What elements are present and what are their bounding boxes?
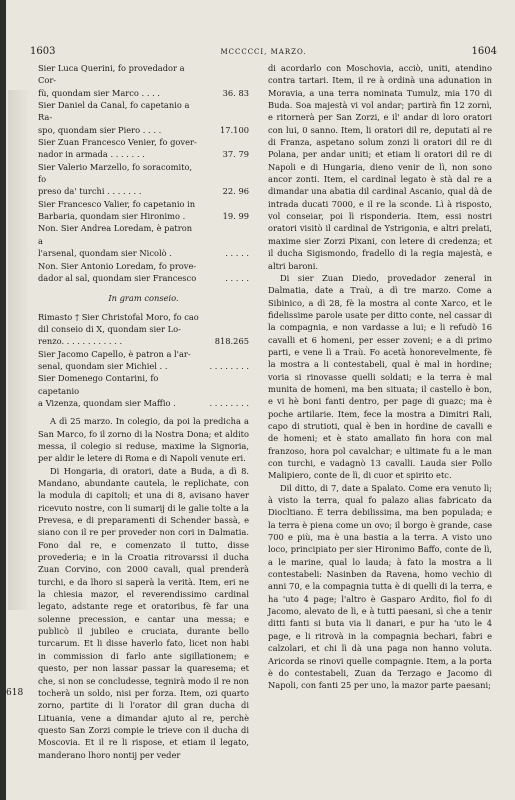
conseio-entry: Rimasto † Sier Christofal Moro, fo cao dil conseio di X, quondam sier Lo- renzo. . . . . . . . . . . . 818.265 [38, 311, 249, 347]
vote-count: 22. 96 [222, 186, 249, 197]
paragraph: Dil ditto, di 7, date a Spalato. Come era venuto lì; à visto la terra, qual fo palazo alias fabricato da Diocltiano. È terra debilissima, ma ben populada; e la terra è piena come un ovo; il borgo è grande, case 700 e più, ma è una bastia a la terra. A visto uno loco, principiato per sier Hironimo Baffo, conte de lì, a le marine, qual lo lauda; à fato la mostra a li contestabeli: Nasinben da Ravena, homo vechio di anni 70, e la compagnia tutta è di quelli di la terra, e ha 'uto 4 page; l'altro è Gasparo Ardito, fiol fo di Jacomo, alevato de lì, e à tutti paesani, sì che a tenir ditti fanti si buta via li danari, e pur ha 'uto le 4 page, e li ritrovà in la compagnia bechari, fabri e calzolari, et chi lì dà una paga non hanno voluta. Aricorda se rinovi quelle compagnie. Item, a la porta è do contestabeli, Zuan da Terzago e Jacomo di Napoli, con fanti 25 per uno, la mazor parte paesani; [268, 482, 492, 691]
conseio-entry: Sier Domenego Contarini, fo capetanio a Vizenza, quondam sier Maffio . . . . . . . . . [38, 373, 249, 408]
conseio-list [38, 311, 249, 410]
officer-entry: Non. Sier Andrea Loredam, è patron a l'arsenal, quondam sier Nicolò . . . . . . [38, 223, 249, 259]
officer-list [38, 62, 249, 284]
paragraph: Di Hongaria, di oratori, date a Buda, a dì 8. Mandano, abundante cautela, le replichate, con la modula di capitoli; et una di 8, avisano haver ricevuto nostre, con li sumarij di le galie tolte a la Prevesa, e di preparamenti di Schender bassà, e siano con il re per proveder non cori in Dalmatia. Fono dal re, e comenzato il tutto, disse provederia; e in la Croatia ritrovarssi il ducha Zuan Corvino, con 2000 cavali, qual prenderà turchi, e da lhoro si saperà la verità. Item, eri ne la chiesia mazor, el reverendissimo cardinal legato, adstante rege et oratoribus, fè far una solenne precession, e cantar una messa; e publicò il jubileo e cruciata, durante bello turcarum. Et li disse haverlo fato, licet non habi in commission di farlo ante sigillationem; e questo, per non lassar passar la quaresema; et che, si non se concludesse, tegnirà modo il re non tocherà un soldo, nisi per forza. Item, ozi quarto zorno, partite di li l'orator dil gran ducha di Lituania, vene a dimandar ajuto al re, perchè questo San Zorzi compie le trieve con il ducha di Moscovia. Et il re li rispose, et etiam il legato, manderano lhoro nontij per veder [38, 465, 249, 760]
vote-count: 37. 79 [222, 149, 249, 160]
vote-count: 19. 99 [222, 211, 249, 222]
officer-entry: Sier Zuan Francesco Venier, fo gover- nador in armada . . . . . . . 37. 79 [38, 137, 249, 160]
left-column [38, 62, 249, 761]
officer-entry: Sier Francesco Valier, fo capetanio in Barbaria, quondam sier Hironimo . 19. 99 [38, 198, 249, 222]
vote-count: . . . . . [225, 272, 249, 283]
officer-entry: Sier Valerio Marzello, fo soracomito, fo preso da' turchi . . . . . . . 22. 96 [38, 161, 249, 197]
paragraph: A dì 25 marzo. In colegio, da poi la predicha a San Marco, fo il zorno di la Nostra Dona; et aldito messa, il colegio si reduse, maxime la Signoria, per aldir le letere di Roma e di Napoli venute eri. [38, 416, 249, 464]
vote-count: 818.265 [214, 336, 249, 347]
gutter-stain [8, 90, 30, 610]
right-column [268, 62, 492, 692]
vote-count: 17.100 [219, 124, 249, 135]
left-page-number: 1603 [30, 46, 56, 57]
officer-entry: Sier Daniel da Canal, fo capetanio a Ra- spo, quondam sier Piero . . . . 17.100 [38, 100, 249, 135]
margin-line-number: 618 [6, 688, 24, 698]
vote-count: . . . . . . . . [209, 360, 249, 371]
officer-entry: Non. Sier Antonio Loredam, fo prove- dador al sal, quondam sier Francesco . . . . . [38, 260, 249, 283]
page-edge-shadow [0, 0, 6, 800]
officer-entry: Sier Luca Querini, fo provedador a Cor- fù, quondam sier Marco . . . . 36. 83 [38, 63, 249, 98]
running-header [30, 46, 497, 60]
paragraph: Di sier Zuan Diedo, provedador zeneral in Dalmatia, date a Traù, a dì tre marzo. Come a Sibinico, a dì 28, fè la mostra al conte Xarco, et le fidelissime parole usate per ditto conte, nel cassar di la compagnia, e non vardasse a lui; e li refudò 16 cavalli et 6 homeni, per esser zoveni; e a di primo parti, e vene lì a Traù. Fo acetà honorevelmente, fè la mostra a li contestabeli, qual è mal in hordine; voria si rinovasse quelli soldati; e la terra è mal munita de homeni, ma ben situata; il castello è bon, e vi hè boni fanti dentro, per page di guazc; ma è poche artilarie. Item, fece la mostra a Dimitri Rali, capo di strutioti, qual è ben in hordine de cavalli e de homeni; et è stato amallato fin hora con mal franzoso, hora pol cavalchar; e ultimate fu a le man con turchi, e vadagnò 13 cavalli. Lauda sier Pollo Malipiero, conte de lì, di cuor et spirito etc. [268, 272, 492, 481]
vote-count: . . . . . [225, 248, 249, 259]
conseio-entry: Sier Jacomo Capello, è patron a l'ar- senal, quondam sier Michiel . . . . . . . . . . [38, 348, 249, 371]
section-title: In gram conseio. [108, 293, 179, 304]
vote-count: . . . . . . . . [209, 397, 249, 408]
running-title: MCCCCCI, MARZO. [220, 48, 307, 56]
paragraph: di acordarlo con Moschovia, acciò, uniti, atendino contra tartari. Item, il re à ordinà una adunation in Moravia, a una terra nominata Tumulz, mia 170 di Buda. Soa majestà vi vol andar; partirà fin 12 zornì, e ritornerà per San Zorzi, e il' andar di loro oratori con lui, 0 sanno. Item, li oratori dil re, deputati al re di Franza, aspetano solum zonzi li oratori dil re di Polana, per andar uniti; et etiam li oratori dil re di Napoli e di Hungaria, dieno venir de lì, non sono ancor zonti. Item, el cardinal legato è stà dal re a dimandar una abatia dil cardinal Ascanio, qual dà de intrada ducati 7000, e il re la sconde. Lì à risposto, vol conseiar, poi lì risponderia. Item, essi nostri oratori visitò il cardinal de Ystrigonia, e altri prelati, maxime sier Zorzi Pixani, con letere di credenza; et il ducha Sigismondo, fradello di la regia majestà, e altri baroni. [268, 63, 492, 271]
right-page-number: 1604 [471, 46, 497, 57]
vote-count: 36. 83 [222, 87, 249, 98]
